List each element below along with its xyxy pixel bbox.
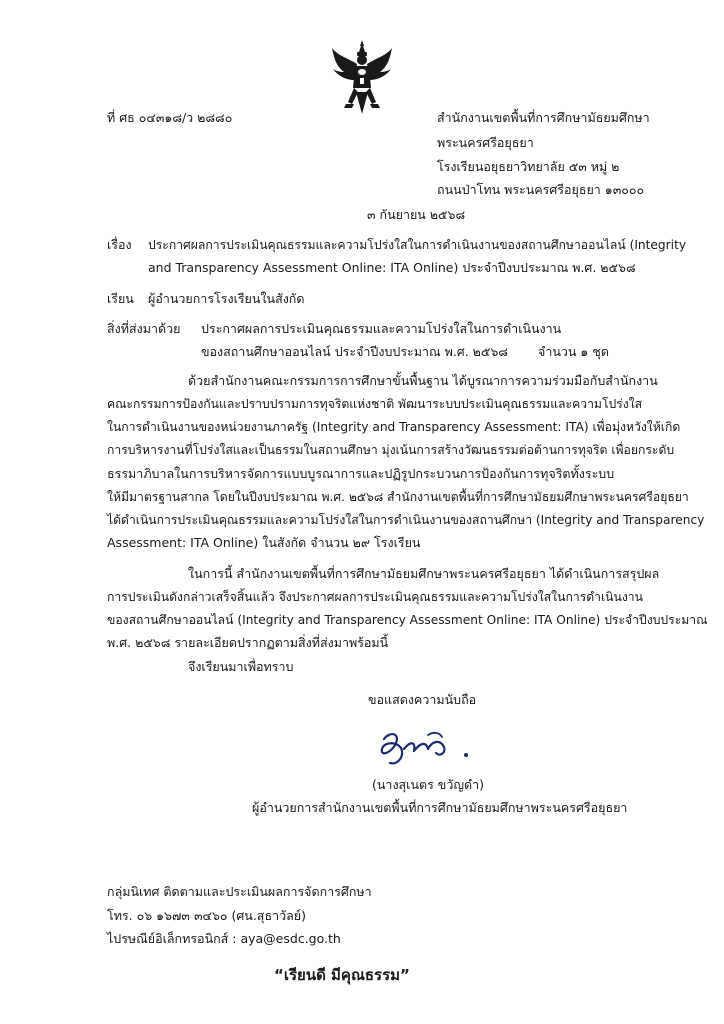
org-line-1: สำนักงานเขตพื้นที่การศึกษามัธยมศึกษา (437, 110, 650, 125)
para2-line-1: ในการนี้ สำนักงานเขตพื้นที่การศึกษามัธยมศึกษาพระนครศรีอยุธยา ได้ดำเนินการสรุปผล (188, 566, 660, 581)
para1-line-3: ในการดำเนินงานของหน่วยงานภาครัฐ (Integrity and Transparency Assessment: ITA) เพื่อมุ่งหวังให้เกิด (107, 420, 681, 434)
para1-line-2: คณะกรรมการป้องกันและปราบปรามการทุจริตแห่งชาติ พัฒนาระบบประเมินคุณธรรมและความโปร่งใส (107, 397, 643, 411)
enclosure-line-1: ประกาศผลการประเมินคุณธรรมและความโปร่งใสในการดำเนินงาน (201, 321, 562, 336)
recipient-value: ผู้อำนวยการโรงเรียนในสังกัด (148, 291, 305, 306)
salutation: ขอแสดงความนับถือ (368, 692, 477, 707)
school-motto: “เรียนดี มีคุณธรรม” (274, 966, 410, 984)
para1-line-7: ได้ดำเนินการประเมินคุณธรรมและความโปร่งใสในการดำเนินงานของสถานศึกษา (Integrity and Transparency (107, 513, 705, 527)
para1-line-1: ด้วยสำนักงานคณะกรรมการการศึกษาขั้นพื้นฐาน ได้บูรณาการความร่วมมือกับสำนักงาน (188, 373, 658, 388)
subject-line-1: ประกาศผลการประเมินคุณธรรมและความโปร่งใสในการดำเนินงานของสถานศึกษาออนไลน์ (Integrity (148, 238, 687, 252)
para1-line-6: ให้มีมาตรฐานสากล โดยในปีงบประมาณ พ.ศ. ๒๕๖๘ สำนักงานเขตพื้นที่การศึกษามัธยมศึกษาพระนครศรีอยุธยา (107, 490, 689, 504)
org-line-2: พระนครศรีอยุธยา (437, 135, 534, 150)
enclosure-quantity: จำนวน ๑ ชุด (538, 344, 609, 359)
footer-phone: โทร. ๐๖ ๑๖๗๓ ๓๔๖๐ (ศน.สุธาวัลย์) (107, 908, 306, 923)
recipient-label: เรียน (107, 291, 134, 306)
footer-department: กลุ่มนิเทศ ติดตามและประเมินผลการจัดการศึกษา (107, 884, 372, 899)
signatory-position: ผู้อำนวยการสำนักงานเขตพื้นที่การศึกษามัธยมศึกษาพระนครศรีอยุธยา (252, 800, 628, 815)
para2-line-2: การประเมินดังกล่าวเสร็จสิ้นแล้ว จึงประกาศผลการประเมินคุณธรรมและความโปร่งใสในการดำเนินงาน (107, 590, 643, 604)
org-line-3: โรงเรียนอยุธยาวิทยาลัย ๕๓ หมู่ ๒ (437, 159, 620, 174)
reference-number: ที่ ศธ ๐๔๓๑๘/ว ๒๘๘๐ (107, 110, 233, 125)
org-line-4: ถนนป่าโทน พระนครศรีอยุธยา ๑๓๐๐๐ (437, 182, 645, 197)
closing-request: จึงเรียนมาเพื่อทราบ (188, 659, 294, 674)
letter-date: ๓ กันยายน ๒๕๖๘ (367, 207, 466, 222)
subject-label: เรื่อง (107, 237, 132, 252)
subject-line-2: and Transparency Assessment Online: ITA Online) ประจำปีงบประมาณ พ.ศ. ๒๕๖๘ (148, 260, 636, 275)
para2-line-4: พ.ศ. ๒๕๖๘ รายละเอียดปรากฏตามสิ่งที่ส่งมาพร้อมนี้ (107, 635, 389, 650)
para1-line-5: ธรรมาภิบาลในการบริหารจัดการแบบบูรณาการและปฏิรูปกระบวนการป้องกันการทุจริตทั้งระบบ (107, 466, 615, 481)
signatory-name: (นางสุเนตร ขวัญดำ) (372, 777, 485, 792)
para1-line-8: Assessment: ITA Online) ในสังกัด จำนวน ๒๙ โรงเรียน (107, 535, 421, 550)
enclosure-line-2: ของสถานศึกษาออนไลน์ ประจำปีงบประมาณ พ.ศ. ๒๕๖๘ (201, 344, 508, 359)
enclosure-label: สิ่งที่ส่งมาด้วย (107, 321, 181, 336)
footer-email: ไปรษณีย์อิเล็กทรอนิกส์ : aya@esdc.go.th (107, 931, 341, 946)
handwritten-signature (370, 727, 480, 771)
garuda-emblem-icon (330, 38, 394, 120)
para2-line-3: ของสถานศึกษาออนไลน์ (Integrity and Transparency Assessment Online: ITA Online) ประจำปีงบประมาณ (107, 613, 708, 627)
para1-line-4: การบริหารงานที่โปร่งใสและเป็นธรรมในสถานศึกษา มุ่งเน้นการสร้างวัฒนธรรมต่อต้านการทุจริต เพื่อยกระดับ (107, 443, 675, 457)
